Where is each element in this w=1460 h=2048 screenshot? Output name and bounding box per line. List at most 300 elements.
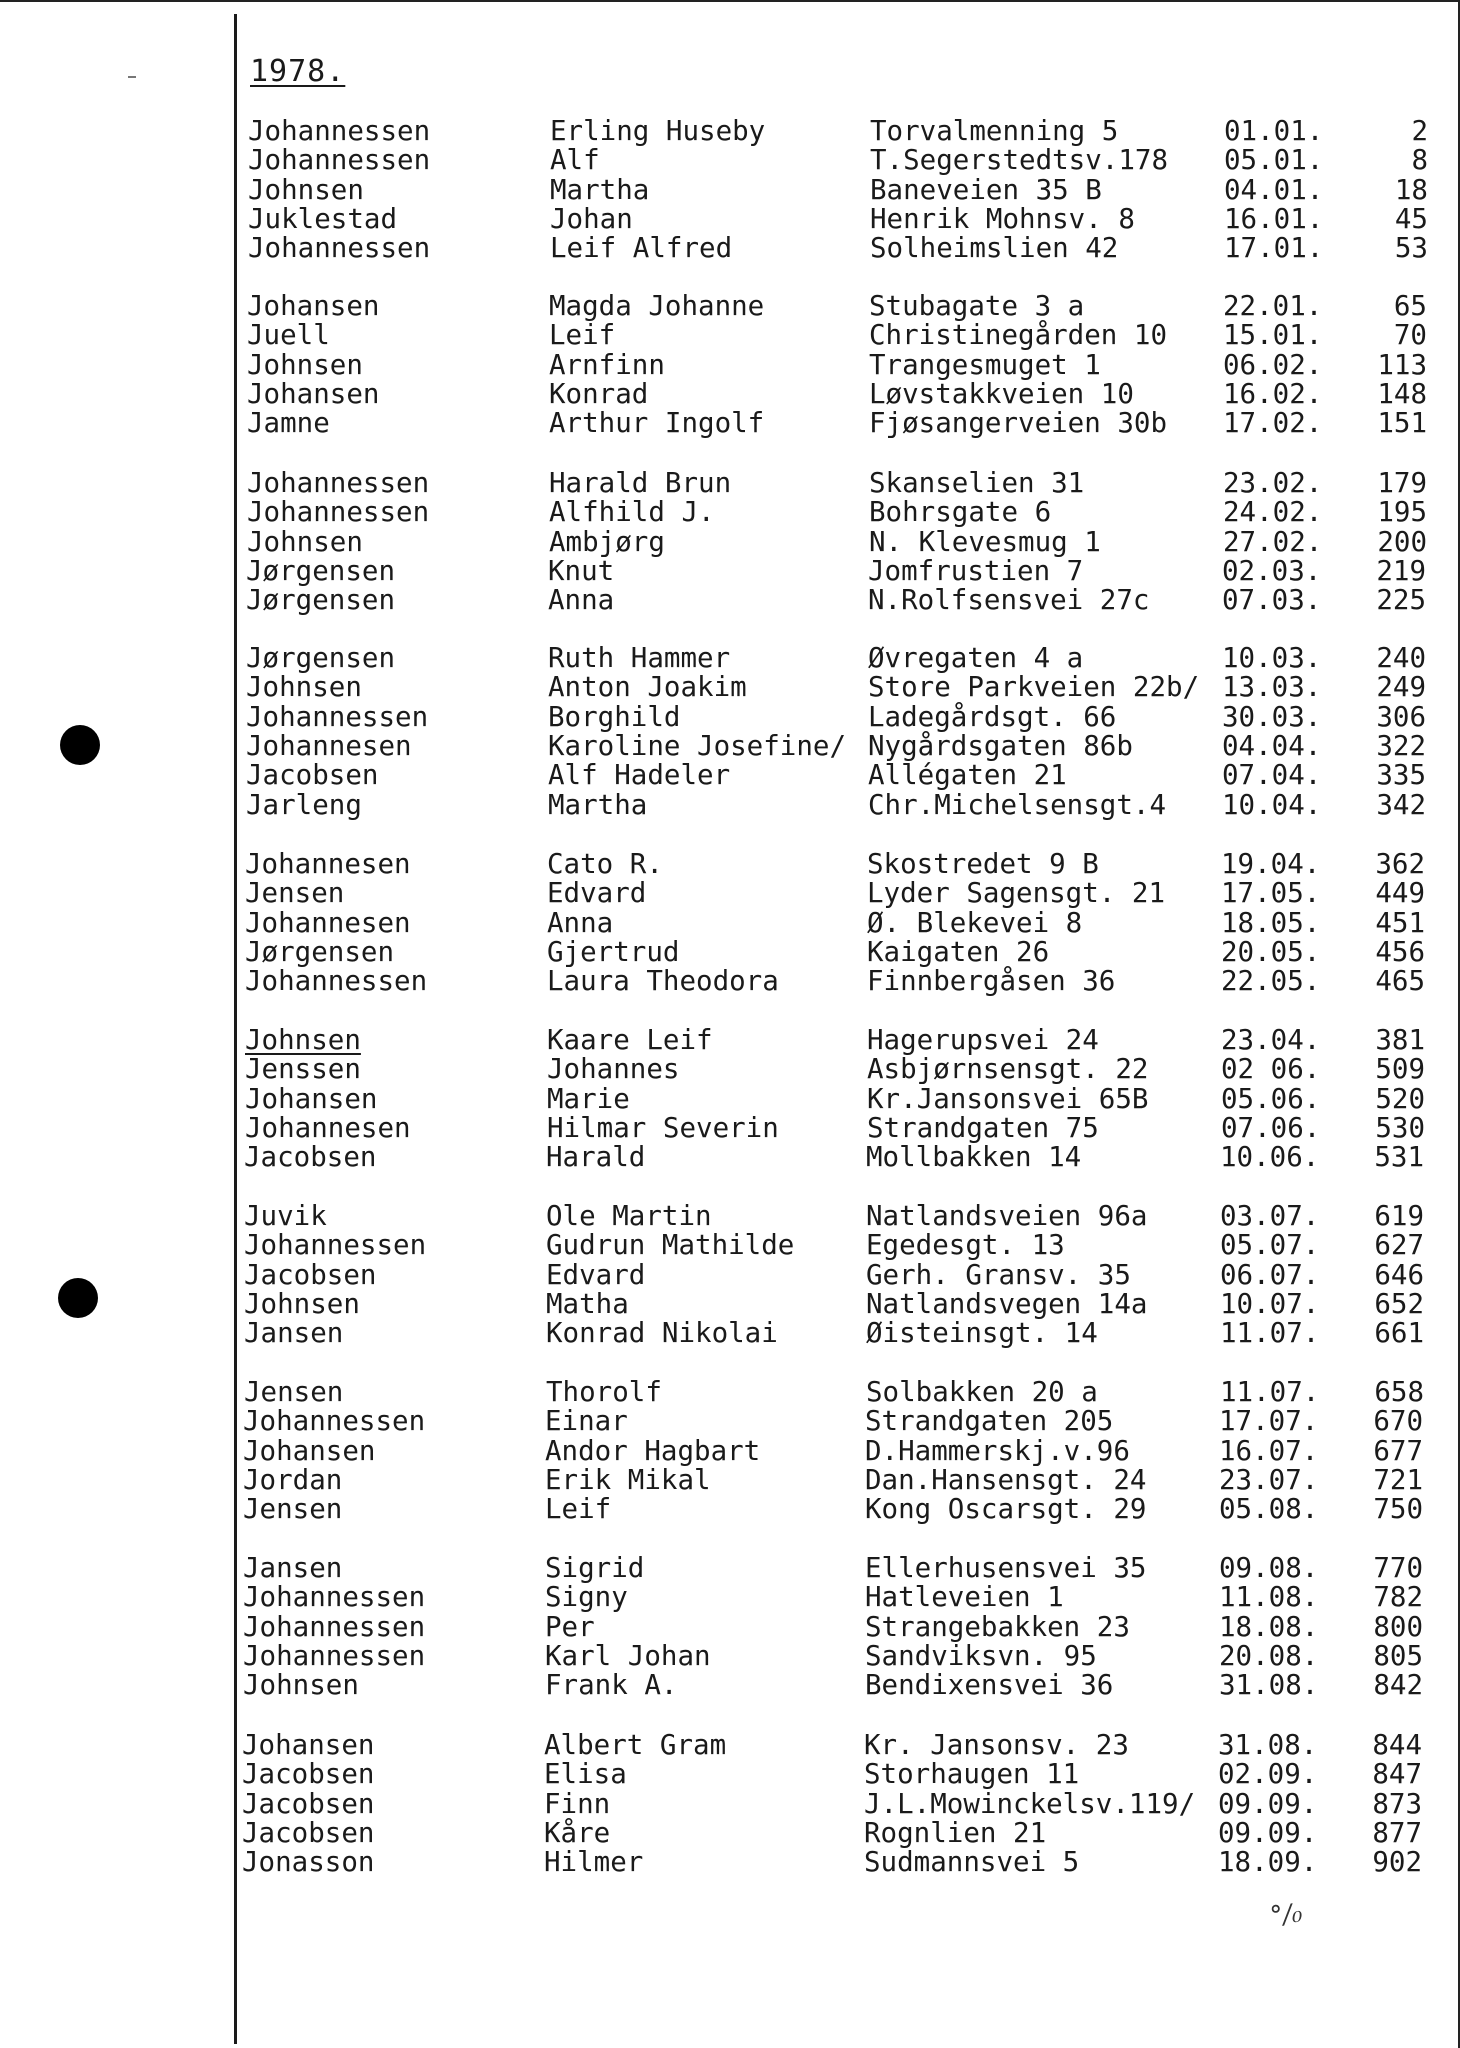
entry-number: 322 <box>1376 729 1426 762</box>
entry-number: 520 <box>1375 1082 1425 1115</box>
date: 05.07. <box>1220 1229 1320 1262</box>
given-name: Andor Hagbart <box>545 1434 761 1467</box>
entry-number: 782 <box>1373 1581 1423 1614</box>
address: Rognlien 21 <box>864 1816 1047 1849</box>
address: Egedesgt. 13 <box>866 1229 1065 1262</box>
given-name: Martha <box>548 788 648 821</box>
address: Henrik Mohnsv. 8 <box>870 202 1135 235</box>
register-entry <box>248 175 1428 205</box>
address: Torvalmenning 5 <box>870 115 1119 147</box>
date: 23.07. <box>1219 1463 1319 1496</box>
given-name: Gudrun Mathilde <box>546 1229 795 1262</box>
address: Chr.Michelsensgt.4 <box>868 788 1167 821</box>
entry-number: 225 <box>1376 584 1426 617</box>
entry-number: 70 <box>1393 319 1427 352</box>
entry-number: 465 <box>1375 965 1425 998</box>
given-name: Anna <box>547 906 614 939</box>
address: Ladegårdsgt. 66 <box>868 700 1117 733</box>
surname: Johannessen <box>245 965 428 998</box>
entry-number: 658 <box>1374 1376 1424 1408</box>
date: 11.07. <box>1220 1376 1320 1408</box>
date: 23.02. <box>1223 467 1323 499</box>
given-name: Finn <box>544 1787 611 1820</box>
entry-number: 842 <box>1373 1669 1423 1702</box>
surname: Johannessen <box>248 232 431 265</box>
surname: Jensen <box>244 1376 344 1408</box>
surname: Johnsen <box>247 348 363 381</box>
register-entry <box>245 1054 1425 1084</box>
given-name: Arnfinn <box>549 348 665 381</box>
date: 06.02. <box>1223 348 1323 381</box>
date: 27.02. <box>1223 525 1323 558</box>
surname: Jenssen <box>245 1053 361 1086</box>
date: 05.06. <box>1221 1082 1321 1115</box>
given-name: Per <box>545 1610 595 1643</box>
address: Jomfrustien 7 <box>868 554 1084 587</box>
address: Solbakken 20 a <box>866 1376 1098 1408</box>
register-entry <box>243 1465 1423 1495</box>
given-name: Albert Gram <box>544 1729 727 1761</box>
address: Fjøsangerveien 30b <box>869 407 1168 440</box>
register-entry <box>248 145 1428 175</box>
date: 23.04. <box>1221 1024 1321 1056</box>
given-name: Knut <box>548 554 615 587</box>
entry-number: 619 <box>1374 1200 1424 1232</box>
entry-number: 335 <box>1376 759 1426 792</box>
date: 10.03. <box>1222 642 1322 674</box>
date: 17.07. <box>1219 1405 1319 1438</box>
address: Hatleveien 1 <box>865 1581 1064 1614</box>
entry-number: 65 <box>1393 290 1427 322</box>
given-name: Konrad Nikolai <box>546 1317 778 1350</box>
entry-number: 449 <box>1375 877 1425 910</box>
given-name: Leif Alfred <box>550 232 733 265</box>
date: 05.08. <box>1219 1493 1319 1526</box>
given-name: Kaare Leif <box>547 1024 713 1056</box>
address: Øisteinsgt. 14 <box>866 1317 1098 1350</box>
date: 11.08. <box>1219 1581 1319 1614</box>
date: 04.01. <box>1224 173 1324 206</box>
given-name: Cato R. <box>547 848 663 880</box>
given-name: Laura Theodora <box>547 965 779 998</box>
address: Kr. Jansonsv. 23 <box>864 1729 1129 1761</box>
date: 20.08. <box>1219 1639 1319 1672</box>
address: Gerh. Gransv. 35 <box>866 1258 1131 1291</box>
date: 01.01. <box>1224 115 1324 147</box>
date: 16.01. <box>1224 202 1324 235</box>
surname: Jørgensen <box>246 584 396 617</box>
entry-number: 249 <box>1376 671 1426 704</box>
surname: Johannessen <box>247 496 430 529</box>
given-name: Anna <box>548 584 615 617</box>
address: Løvstakkveien 10 <box>869 377 1134 410</box>
given-name: Karoline Josefine/ <box>548 729 847 762</box>
surname: Jensen <box>245 877 345 910</box>
surname: Johannesen <box>246 729 412 762</box>
address: Allégaten 21 <box>868 759 1067 792</box>
register-entry <box>244 1377 1424 1407</box>
given-name: Anton Joakim <box>548 671 747 704</box>
entry-number: 627 <box>1374 1229 1424 1262</box>
entry-number: 148 <box>1377 377 1427 410</box>
date: 09.09. <box>1218 1816 1318 1849</box>
given-name: Elisa <box>544 1758 627 1791</box>
date: 19.04. <box>1221 848 1321 880</box>
register-entry <box>246 702 1426 732</box>
register-entry <box>246 731 1426 761</box>
surname: Jonasson <box>242 1846 375 1879</box>
given-name: Ambjørg <box>549 525 665 558</box>
surname: Jacobsen <box>244 1258 377 1291</box>
given-name: Thorolf <box>546 1376 662 1408</box>
surname: Johannessen <box>244 1229 427 1262</box>
address: Sandviksvn. 95 <box>865 1639 1097 1672</box>
entry-number: 200 <box>1377 525 1427 558</box>
entry-number: 18 <box>1394 173 1428 206</box>
address: N.Rolfsensvei 27c <box>868 584 1150 617</box>
surname: Johannesen <box>245 906 411 939</box>
entry-number: 750 <box>1373 1493 1423 1526</box>
entry-number: 800 <box>1373 1610 1423 1643</box>
surname: Jarleng <box>246 788 362 821</box>
entry-number: 530 <box>1375 1111 1425 1144</box>
surname: Johansen <box>245 1082 378 1115</box>
surname: Juvik <box>244 1200 327 1232</box>
surname: Johannessen <box>243 1581 426 1614</box>
entry-number: 456 <box>1375 935 1425 968</box>
address: Ellerhusensvei 35 <box>865 1552 1147 1584</box>
register-entry <box>247 497 1427 527</box>
surname: Jamne <box>247 407 330 440</box>
surname: Jørgensen <box>246 554 396 587</box>
entry-number: 451 <box>1375 906 1425 939</box>
date: 18.08. <box>1219 1610 1319 1643</box>
register-entry <box>247 527 1427 557</box>
date: 31.08. <box>1219 1669 1319 1702</box>
address: Hagerupsvei 24 <box>867 1024 1099 1056</box>
register-entry <box>245 1025 1425 1055</box>
register-entry <box>244 1142 1424 1172</box>
date: 18.09. <box>1218 1846 1318 1879</box>
register-entry <box>245 849 1425 879</box>
date: 20.05. <box>1221 935 1321 968</box>
given-name: Konrad <box>549 377 649 410</box>
address: Dan.Hansensgt. 24 <box>865 1463 1147 1496</box>
date: 16.02. <box>1223 377 1323 410</box>
date: 18.05. <box>1221 906 1321 939</box>
surname: Johnsen <box>246 671 362 704</box>
date: 07.03. <box>1222 584 1322 617</box>
date: 13.03. <box>1222 671 1322 704</box>
date: 07.04. <box>1222 759 1322 792</box>
surname: Johansen <box>247 290 380 322</box>
surname: Johannessen <box>243 1610 426 1643</box>
register-entry <box>243 1494 1423 1524</box>
entry-number: 381 <box>1375 1024 1425 1056</box>
surname: Jansen <box>243 1552 343 1584</box>
surname: Johnsen <box>245 1024 361 1056</box>
register-entry <box>242 1759 1422 1789</box>
address: N. Klevesmug 1 <box>869 525 1101 558</box>
address: Baneveien 35 B <box>870 173 1102 206</box>
date: 17.02. <box>1223 407 1323 440</box>
register-entry <box>243 1612 1423 1642</box>
given-name: Borghild <box>548 700 681 733</box>
date: 17.05. <box>1221 877 1321 910</box>
date: 17.01. <box>1224 232 1324 265</box>
surname: Johannessen <box>247 467 430 499</box>
register-entry <box>247 379 1427 409</box>
entry-number: 45 <box>1394 202 1428 235</box>
given-name: Matha <box>546 1287 629 1320</box>
surname: Jørgensen <box>245 935 395 968</box>
date: 04.04. <box>1222 729 1322 762</box>
address: Lyder Sagensgt. 21 <box>867 877 1166 910</box>
entry-number: 179 <box>1377 467 1427 499</box>
given-name: Einar <box>545 1405 628 1438</box>
surname: Johannesen <box>245 848 411 880</box>
entry-number: 306 <box>1376 700 1426 733</box>
given-name: Signy <box>545 1581 628 1614</box>
entry-number: 661 <box>1374 1317 1424 1350</box>
register-entry <box>243 1436 1423 1466</box>
register-entry <box>247 408 1427 438</box>
address: Bohrsgate 6 <box>869 496 1052 529</box>
register-entry <box>247 320 1427 350</box>
entry-number: 53 <box>1394 232 1428 265</box>
given-name: Erik Mikal <box>545 1463 711 1496</box>
address: J.L.Mowinckelsv.119/ <box>864 1787 1196 1820</box>
given-name: Marie <box>547 1082 630 1115</box>
address: Kr.Jansonsvei 65B <box>867 1082 1149 1115</box>
entry-number: 362 <box>1375 848 1425 880</box>
address: Storhaugen 11 <box>864 1758 1080 1791</box>
surname: Jacobsen <box>242 1758 375 1791</box>
given-name: Gjertrud <box>547 935 680 968</box>
surname: Johansen <box>243 1434 376 1467</box>
register-entry <box>248 233 1428 263</box>
address: Kong Oscarsgt. 29 <box>865 1493 1147 1526</box>
given-name: Karl Johan <box>545 1639 711 1672</box>
entry-number: 847 <box>1372 1758 1422 1791</box>
given-name: Edvard <box>547 877 647 910</box>
register-entry <box>242 1789 1422 1819</box>
given-name: Harald <box>546 1141 646 1174</box>
date: 10.07. <box>1220 1287 1320 1320</box>
entry-number: 646 <box>1374 1258 1424 1291</box>
surname: Jansen <box>244 1317 344 1350</box>
given-name: Harald Brun <box>549 467 732 499</box>
date: 10.04. <box>1222 788 1322 821</box>
register-entry <box>244 1260 1424 1290</box>
address: Nygårdsgaten 86b <box>868 729 1133 762</box>
register-entry <box>243 1582 1423 1612</box>
address: D.Hammerskj.v.96 <box>865 1434 1130 1467</box>
entry-number: 677 <box>1373 1434 1423 1467</box>
register-entry <box>245 878 1425 908</box>
given-name: Frank A. <box>545 1669 678 1702</box>
year-text: 1978. <box>250 54 346 89</box>
given-name: Johan <box>550 202 633 235</box>
entry-number: 652 <box>1374 1287 1424 1320</box>
register-entry <box>246 556 1426 586</box>
address: Strandgaten 205 <box>865 1405 1114 1438</box>
given-name: Alf Hadeler <box>548 759 731 792</box>
given-name: Arthur Ingolf <box>549 407 765 440</box>
address: Solheimslien 42 <box>870 232 1119 265</box>
address: Skostredet 9 B <box>867 848 1099 880</box>
register-entry <box>246 790 1426 820</box>
register-entry <box>244 1230 1424 1260</box>
date: 02.09. <box>1218 1758 1318 1791</box>
entry-number: 670 <box>1373 1405 1423 1438</box>
surname: Johannessen <box>243 1405 426 1438</box>
surname: Johannessen <box>246 700 429 733</box>
entry-number: 721 <box>1373 1463 1423 1496</box>
register-entry <box>244 1289 1424 1319</box>
address: Asbjørnsensgt. 22 <box>867 1053 1149 1086</box>
date: 22.01. <box>1223 290 1323 322</box>
entry-number: 2 <box>1411 115 1428 147</box>
date: 07.06. <box>1221 1111 1321 1144</box>
register-entry <box>242 1847 1422 1877</box>
date: 02 06. <box>1221 1053 1321 1086</box>
entry-number: 240 <box>1376 642 1426 674</box>
entry-number: 805 <box>1373 1639 1423 1672</box>
surname: Johannessen <box>243 1639 426 1672</box>
date: 30.03. <box>1222 700 1322 733</box>
register-entry <box>245 966 1425 996</box>
given-name: Leif <box>545 1493 612 1526</box>
date: 24.02. <box>1223 496 1323 529</box>
surname: Johannesen <box>245 1111 411 1144</box>
entry-number: 531 <box>1374 1141 1424 1174</box>
given-name: Johannes <box>547 1053 680 1086</box>
surname: Johannessen <box>248 144 431 177</box>
entry-number: 113 <box>1377 348 1427 381</box>
surname: Johnsen <box>243 1669 359 1702</box>
register-entry <box>248 204 1428 234</box>
register-entry <box>246 585 1426 615</box>
address: Bendixensvei 36 <box>865 1669 1114 1702</box>
given-name: Hilmar Severin <box>547 1111 779 1144</box>
surname: Jacobsen <box>246 759 379 792</box>
register-entry <box>247 350 1427 380</box>
register-entry <box>244 1318 1424 1348</box>
register-entry <box>247 291 1427 321</box>
entry-number: 770 <box>1373 1552 1423 1584</box>
surname: Johnsen <box>247 525 363 558</box>
address: Ø. Blekevei 8 <box>867 906 1083 939</box>
date: 02.03. <box>1222 554 1322 587</box>
surname: Johansen <box>242 1729 375 1761</box>
given-name: Edvard <box>546 1258 646 1291</box>
entry-number: 877 <box>1372 1816 1422 1849</box>
given-name: Erling Huseby <box>550 115 766 147</box>
address: Øvregaten 4 a <box>868 642 1084 674</box>
register-entry <box>248 116 1428 146</box>
surname: Juell <box>247 319 330 352</box>
given-name: Magda Johanne <box>549 290 765 322</box>
date: 16.07. <box>1219 1434 1319 1467</box>
given-name: Martha <box>550 173 650 206</box>
address: Trangesmuget 1 <box>869 348 1101 381</box>
register-entry <box>245 937 1425 967</box>
surname: Johnsen <box>248 173 364 206</box>
date: 03.07. <box>1220 1200 1320 1232</box>
register-entry <box>246 760 1426 790</box>
surname: Jacobsen <box>242 1787 375 1820</box>
given-name: Kåre <box>544 1816 611 1849</box>
date: 05.01. <box>1224 144 1324 177</box>
given-name: Leif <box>549 319 616 352</box>
register-entry <box>246 672 1426 702</box>
surname: Johnsen <box>244 1287 360 1320</box>
entry-number: 844 <box>1372 1729 1422 1761</box>
address: T.Segerstedtsv.178 <box>870 144 1169 177</box>
surname: Jordan <box>243 1463 343 1496</box>
entry-number: 902 <box>1372 1846 1422 1879</box>
surname: Jensen <box>243 1493 343 1526</box>
address: Strandgaten 75 <box>867 1111 1099 1144</box>
surname: Jacobsen <box>244 1141 377 1174</box>
address: Kaigaten 26 <box>867 935 1050 968</box>
date: 15.01. <box>1223 319 1323 352</box>
register-entry <box>243 1406 1423 1436</box>
entry-number: 873 <box>1372 1787 1422 1820</box>
surname: Johansen <box>247 377 380 410</box>
address: Natlandsvegen 14a <box>866 1287 1148 1320</box>
address: Stubagate 3 a <box>869 290 1085 322</box>
register-entry <box>245 908 1425 938</box>
register-entry <box>243 1641 1423 1671</box>
register-entry <box>247 468 1427 498</box>
register-entry <box>242 1818 1422 1848</box>
given-name: Alfhild J. <box>549 496 715 529</box>
address: Strangebakken 23 <box>865 1610 1130 1643</box>
handwritten-page-mark: °/₀ <box>1268 1898 1304 1932</box>
given-name: Ruth Hammer <box>548 642 731 674</box>
register-entry <box>242 1730 1422 1760</box>
address: Skanselien 31 <box>869 467 1085 499</box>
date: 10.06. <box>1220 1141 1320 1174</box>
register-entry <box>246 643 1426 673</box>
address: Mollbakken 14 <box>866 1141 1082 1174</box>
register-entry <box>243 1553 1423 1583</box>
given-name: Hilmer <box>544 1846 644 1879</box>
given-name: Alf <box>550 144 600 177</box>
address: Finnbergåsen 36 <box>867 965 1116 998</box>
date: 09.09. <box>1218 1787 1318 1820</box>
register-entry <box>243 1670 1423 1700</box>
address: Natlandsveien 96a <box>866 1200 1148 1232</box>
date: 31.08. <box>1218 1729 1318 1761</box>
entry-number: 8 <box>1411 144 1428 177</box>
address: Store Parkveien 22b/ <box>868 671 1200 704</box>
given-name: Ole Martin <box>546 1200 712 1232</box>
surname: Johannessen <box>248 115 431 147</box>
entry-number: 219 <box>1376 554 1426 587</box>
entry-number: 509 <box>1375 1053 1425 1086</box>
surname: Jacobsen <box>242 1816 375 1849</box>
surname: Juklestad <box>248 202 398 235</box>
register-entry <box>245 1084 1425 1114</box>
register-entry <box>245 1113 1425 1143</box>
surname: Jørgensen <box>246 642 396 674</box>
address: Sudmannsvei 5 <box>864 1846 1080 1879</box>
given-name: Sigrid <box>545 1552 645 1584</box>
entry-number: 195 <box>1377 496 1427 529</box>
